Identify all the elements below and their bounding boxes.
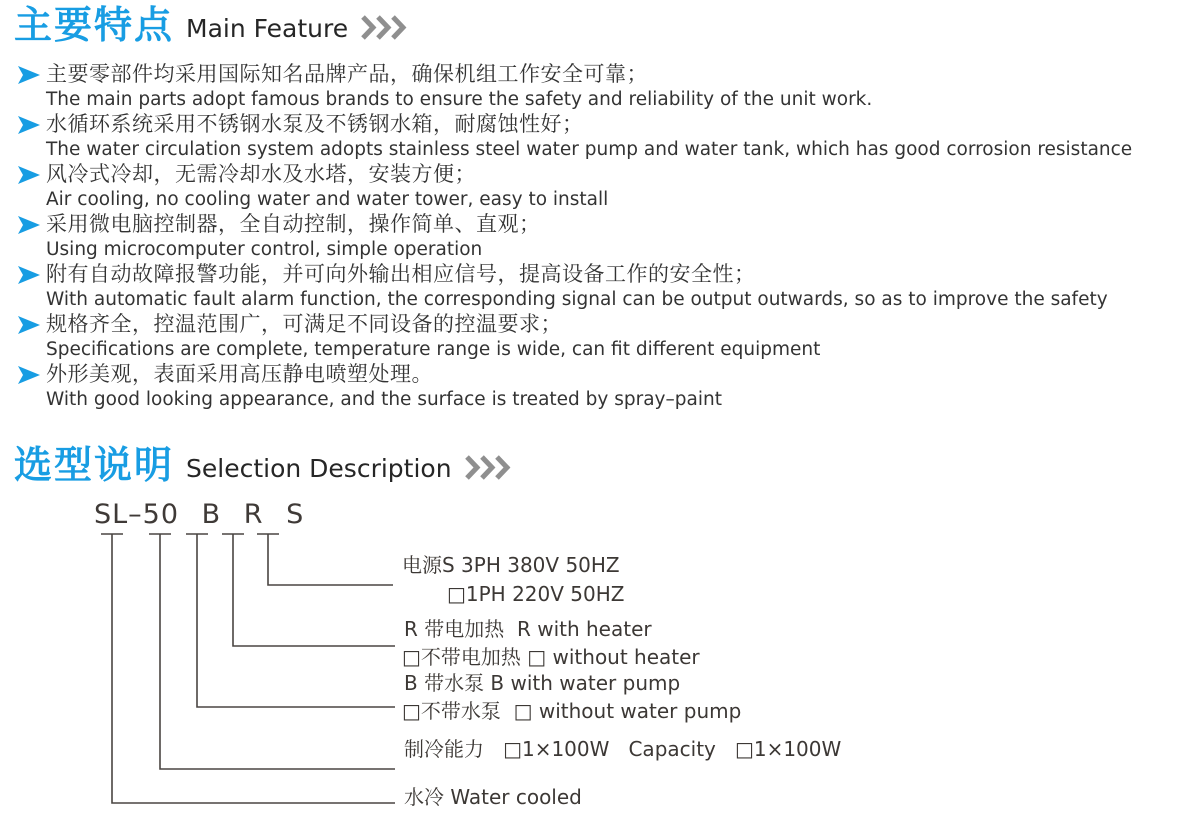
feature-item-3 xyxy=(14,161,1184,211)
annotation-power-line1: 电源S 3PH 380V 50HZ xyxy=(402,553,620,577)
triple-chevron-icon xyxy=(360,7,412,44)
arrow-bullet-icon xyxy=(18,116,40,134)
feature-item-4 xyxy=(14,211,1184,261)
annotation-cooling: 水冷 Water cooled xyxy=(404,785,582,809)
arrow-bullet-icon xyxy=(18,166,40,184)
feature-item-1 xyxy=(14,61,1184,111)
model-code: SL–50 B R S xyxy=(94,499,305,530)
arrow-bullet-icon xyxy=(18,66,40,84)
arrow-bullet-icon xyxy=(18,316,40,334)
feature-text-zh: 附有自动故障报警功能，并可向外输出相应信号，提高设备工作的安全性； xyxy=(46,262,756,286)
feature-text-en: Using microcomputer control, simple operation xyxy=(46,239,483,260)
selection-title-en: Selection Description xyxy=(186,453,452,483)
feature-item-2 xyxy=(14,111,1184,161)
annotation-capacity: 制冷能力 □1×100W Capacity □1×100W xyxy=(404,737,842,761)
feature-text-en: Air cooling, no cooling water and water tower, easy to install xyxy=(46,189,609,210)
selection-diagram xyxy=(0,495,1200,839)
main-feature-header xyxy=(14,3,412,47)
selection-header xyxy=(14,443,516,487)
feature-text-en: The main parts adopt famous brands to ensure the safety and reliability of the unit work. xyxy=(46,89,873,110)
annotation-heater-line2: □不带电加热 □ without heater xyxy=(402,645,700,669)
feature-text-en: With good looking appearance, and the surface is treated by spray–paint xyxy=(46,389,722,410)
connector-lines xyxy=(0,495,420,825)
feature-text-en: Specifications are complete, temperature range is wide, can fit different equipment xyxy=(46,339,821,360)
feature-text-zh: 水循环系统采用不锈钢水泵及不锈钢水箱，耐腐蚀性好； xyxy=(46,112,584,136)
annotation-heater-line1: R 带电加热 R with heater xyxy=(404,617,652,641)
annotation-power-line2: □1PH 220V 50HZ xyxy=(447,582,625,606)
feature-item-5 xyxy=(14,261,1184,311)
main-feature-title-zh: 主要特点 xyxy=(14,3,175,47)
feature-text-zh: 采用微电脑控制器，全自动控制，操作简单、直观； xyxy=(46,212,541,236)
selection-title-zh: 选型说明 xyxy=(14,443,175,487)
arrow-bullet-icon xyxy=(18,216,40,234)
arrow-bullet-icon xyxy=(18,366,40,384)
feature-text-en: The water circulation system adopts stainless steel water pump and water tank, which has good corrosion resistance xyxy=(46,139,1133,160)
feature-item-7 xyxy=(14,361,1184,411)
triple-chevron-icon xyxy=(464,447,516,484)
feature-list xyxy=(14,61,1184,411)
feature-text-zh: 风冷式冷却，无需冷却水及水塔，安装方便； xyxy=(46,162,476,186)
main-feature-title-en: Main Feature xyxy=(186,13,349,43)
feature-text-zh: 规格齐全，控温范围广，可满足不同设备的控温要求； xyxy=(46,312,562,336)
feature-item-6 xyxy=(14,311,1184,361)
arrow-bullet-icon xyxy=(18,266,40,284)
annotation-pump-line1: B 带水泵 B with water pump xyxy=(404,671,681,695)
feature-text-zh: 外形美观，表面采用高压静电喷塑处理。 xyxy=(46,362,433,386)
annotation-pump-line2: □不带水泵 □ without water pump xyxy=(402,699,742,723)
feature-text-en: With automatic fault alarm function, the corresponding signal can be output outwards, so as to improve the safety xyxy=(46,289,1108,310)
feature-text-zh: 主要零部件均采用国际知名品牌产品，确保机组工作安全可靠； xyxy=(46,62,648,86)
